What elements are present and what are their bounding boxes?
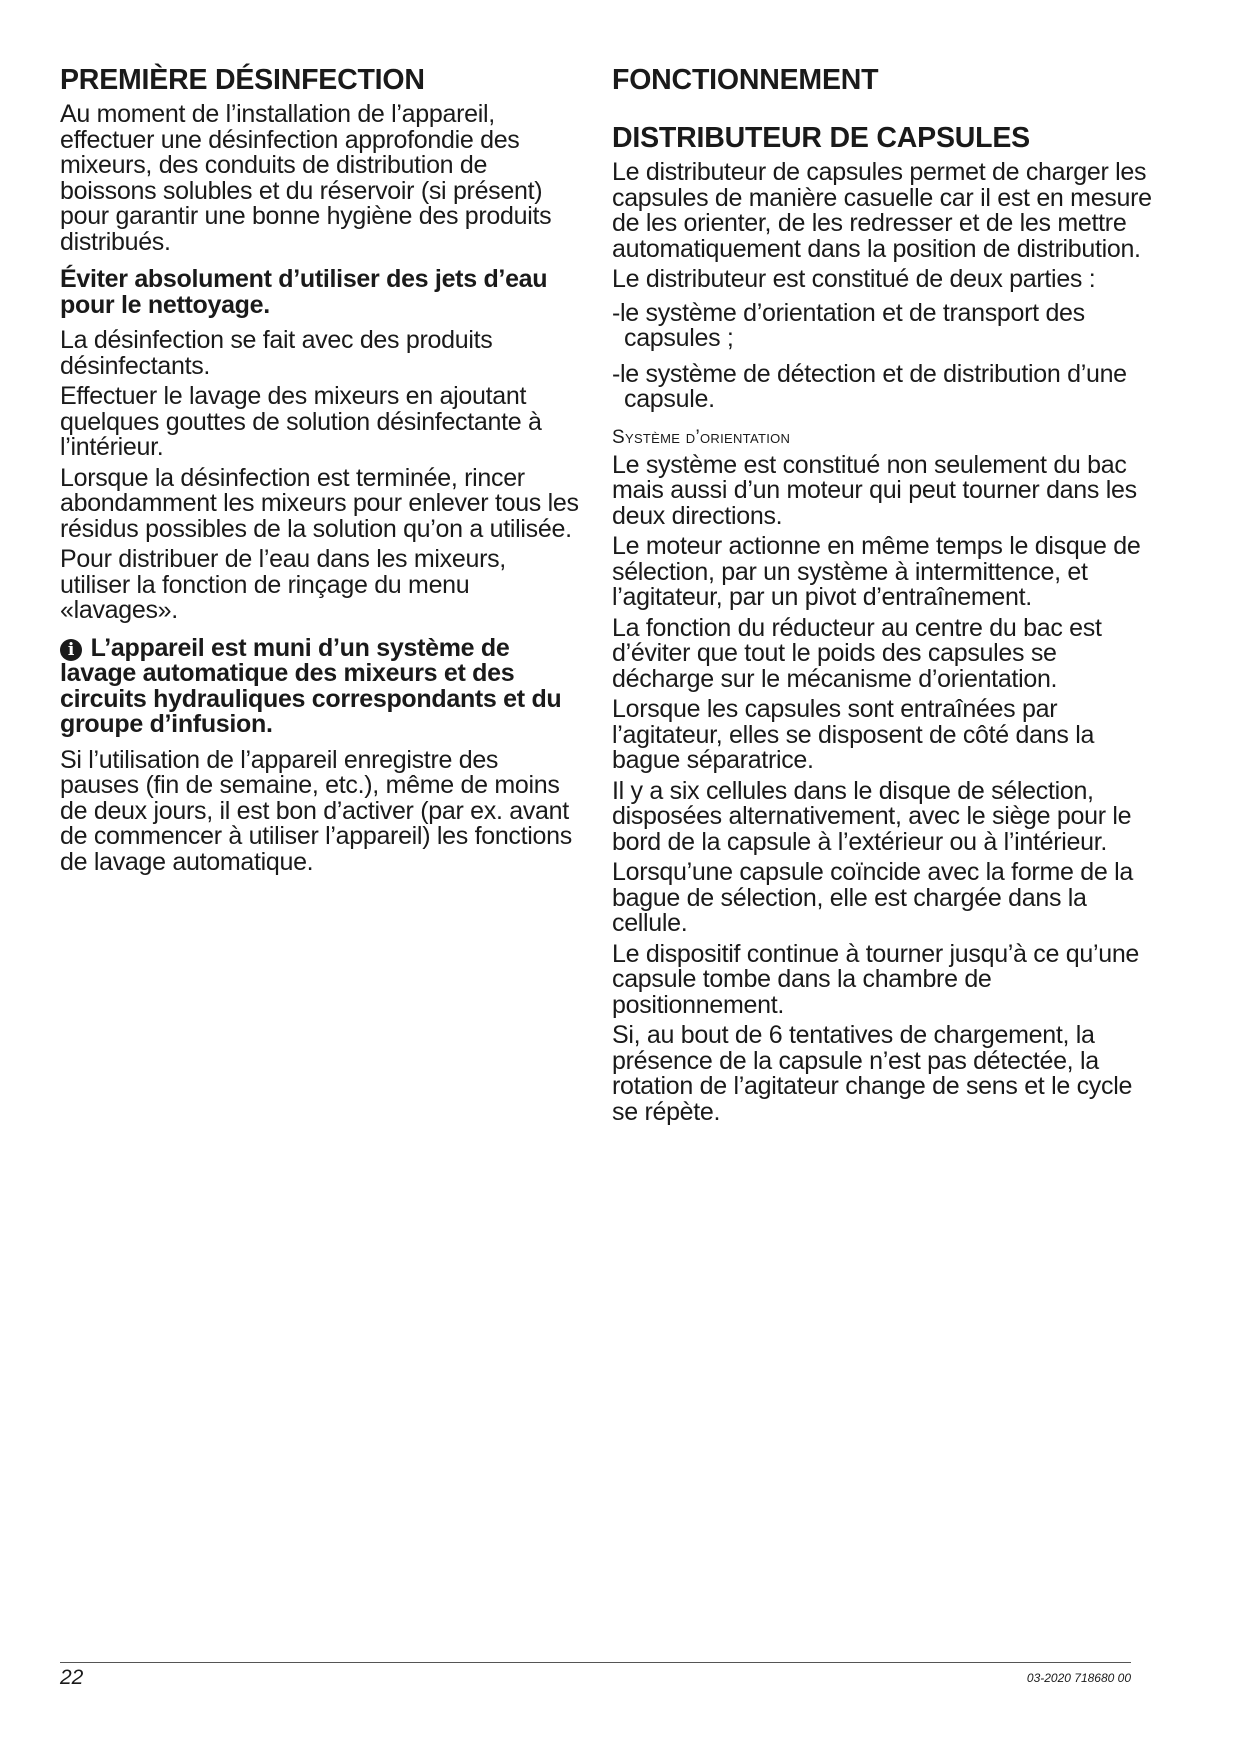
footer-divider (60, 1662, 1131, 1663)
paragraph: Le système est constitué non seulement du bac mais aussi d’un moteur qui peut tourner dans les deux directions. (612, 450, 1137, 530)
info-icon: i (60, 639, 82, 661)
paragraph: Le distributeur est constitué de deux parties : (612, 265, 1096, 293)
subsection-title-systeme-orientation: Système d’orientation (612, 426, 791, 448)
paragraph: Le dispositif continue à tourner jusqu’à ce qu’une capsule tombe dans la chambre de positionnement. (612, 939, 1140, 1019)
paragraph: Lorsque la désinfection est terminée, rincer abondamment les mixeurs pour enlever tous les résidus possibles de la solution qu’on a utilisée. (60, 463, 579, 543)
section-title-fonctionnement: FONCTIONNEMENT (612, 64, 879, 96)
paragraph: Il y a six cellules dans le disque de sélection, disposées alternativement, avec le siège pour le bord de la capsule à l’extérieur ou à l’intérieur. (612, 776, 1132, 856)
paragraph: Au moment de l’installation de l’appareil, effectuer une désinfection approfondie des mixeurs, des conduits de distribution de boissons solubles et du réservoir (si présent) pour garantir une bonne hygiène des produits distribués. (60, 100, 552, 256)
document-code: 03-2020 718680 00 (1026, 1671, 1131, 1685)
section-title-premiere-desinfection: PREMIÈRE DÉSINFECTION (60, 64, 425, 96)
info-note-text: L’appareil est muni d’un système de lavage automatique des mixeurs et des circuits hydrauliques correspondants et du groupe d’infusion. (60, 633, 562, 738)
parts-list (612, 298, 1152, 413)
list-item: -le système d’orientation et de transport des capsules ; (612, 298, 1085, 352)
page-number: 22 (60, 1666, 84, 1689)
paragraph: La désinfection se fait avec des produits désinfectants. (60, 326, 493, 380)
paragraph: Le distributeur de capsules permet de charger les capsules de manière casuelle car il est en mesure de les orienter, de les redresser et de les mettre automatiquement dans la position de distribution. (612, 158, 1152, 263)
paragraph: Si l’utilisation de l’appareil enregistre des pauses (fin de semaine, etc.), même de moins de deux jours, il est bon d’activer (par ex. avant de commencer à utiliser l’appareil) les fonctions de lavage automatique. (60, 745, 572, 876)
paragraph: Effectuer le lavage des mixeurs en ajoutant quelques gouttes de solution désinfectante à l’intérieur. (60, 382, 542, 461)
paragraph: Lorsqu’une capsule coïncide avec la forme de la bague de sélection, elle est chargée dans la cellule. (612, 858, 1133, 937)
paragraph: La fonction du réducteur au centre du bac est d’éviter que tout le poids des capsules se décharge sur le mécanisme d’orientation. (612, 613, 1102, 693)
paragraph: Le moteur actionne en même temps le disque de sélection, par un système à intermittence, et l’agitateur, par un pivot d’entraînement. (612, 532, 1141, 611)
section-title-distributeur-de-capsules: DISTRIBUTEUR DE CAPSULES (612, 122, 1030, 154)
info-note (60, 633, 580, 738)
right-column (612, 62, 1152, 1130)
paragraph: Lorsque les capsules sont entraînées par l’agitateur, elles se disposent de côté dans la bague séparatrice. (612, 695, 1095, 774)
left-column (60, 62, 580, 880)
paragraph: Si, au bout de 6 tentatives de chargement, la présence de la capsule n’est pas détectée, la rotation de l’agitateur change de sens et le cycle se répète. (612, 1021, 1133, 1126)
warning-text: Éviter absolument d’utiliser des jets d’eau pour le nettoyage. (60, 265, 548, 319)
paragraph: Pour distribuer de l’eau dans les mixeurs, utiliser la fonction de rinçage du menu «lavages». (60, 545, 506, 624)
list-item: -le système de détection et de distribution d’une capsule. (612, 359, 1127, 413)
